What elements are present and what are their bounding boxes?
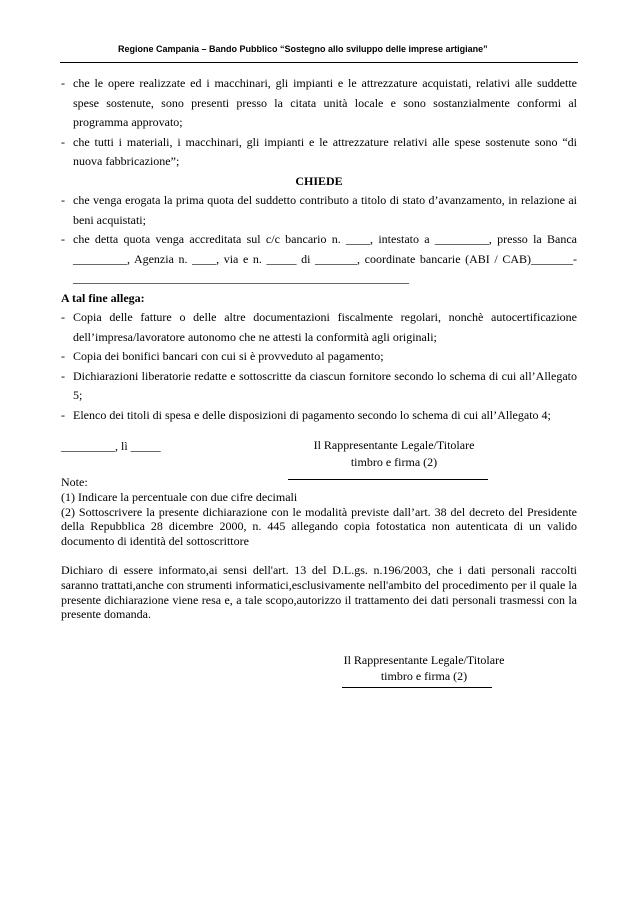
item-text: Copia delle fatture o delle altre documentazioni fiscalmente regolari, nonchè autocertificazione dell’impresa/lavoratore autonomo che ne attesti la conformità agli originali; <box>73 310 577 344</box>
signature-stamp-2: timbro e firma (2) <box>380 669 468 683</box>
header-title: Regione Campania – Bando Pubblico “Sostegno allo sviluppo delle imprese artigiane” <box>118 44 488 54</box>
privacy-declaration: Dichiaro di essere informato,ai sensi dell'art. 13 del D.L.gs. n.196/2003, che i dati personali raccolti saranno trattati,anche con strumenti informatici,esclusivamente nell'ambito del procedimento per il quale la presente dichiarazione viene resa e, a tale scopo,autorizzo il trattamento dei dati personali trasmessi con la presente domanda. <box>61 562 577 622</box>
document-body <box>61 74 577 509</box>
bullet-dash: - <box>61 134 65 149</box>
item-text: Dichiarazioni liberatorie redatte e sottoscritte da ciascun fornitore secondo lo schema di cui all’Allegato 5; <box>73 368 577 402</box>
signature-role: Il Rappresentante Legale/Titolare <box>313 438 475 452</box>
bullet-dash: - <box>61 193 65 207</box>
chiede-heading: CHIEDE <box>295 173 343 188</box>
notes-title: Note: <box>61 475 88 489</box>
list-item <box>61 308 577 347</box>
item-text: Copia dei bonifici bancari con cui si è provveduto al pagamento; <box>73 349 384 363</box>
signature-stamp: timbro e firma (2) <box>350 455 438 469</box>
place-date-field: _________, lì _____ <box>61 439 161 453</box>
bullet-dash: - <box>61 76 65 90</box>
item-text: che detta quota venga accreditata sul c/c bancario n. ____, intestato a _________, presso la Banca _________, Agenzia n. ____, via e n. _____ di _______, coordinate bancarie (ABI / CAB)_______-________________________________________________________ <box>73 232 577 285</box>
signature-caption <box>287 437 501 471</box>
bullet-dash: - <box>61 407 65 422</box>
item-text: Elenco dei titoli di spesa e delle disposizioni di pagamento secondo lo schema di cui all’Allegato 4; <box>73 407 551 422</box>
bullet-dash: - <box>61 368 65 383</box>
list-item <box>61 74 577 133</box>
list-item <box>61 367 577 406</box>
signature-role-2: Il Rappresentante Legale/Titolare <box>343 653 505 667</box>
header-rule <box>60 62 578 63</box>
bullet-dash: - <box>61 310 65 324</box>
list-item <box>61 406 577 426</box>
item-text: che venga erogata la prima quota del suddetto contributo a titolo di stato d’avanzamento, in relazione ai beni acquistati; <box>73 193 577 227</box>
allega-heading: A tal fine allega: <box>61 290 145 305</box>
list-item <box>61 347 577 367</box>
list-item <box>61 230 577 289</box>
item-text: che le opere realizzate ed i macchinari, gli impianti e le attrezzature acquistati, relativi alle suddette spese sostenute, sono presenti presso la citata unità locale e sono sostanzialmente conformi al programma approvato; <box>73 76 577 129</box>
list-item <box>61 191 577 230</box>
list-item <box>61 133 577 172</box>
notes-section <box>61 475 577 622</box>
note-1: (1) Indicare la percentuale con due cifre decimali <box>61 489 298 504</box>
signature-line-2 <box>342 687 492 688</box>
bullet-dash: - <box>61 232 65 246</box>
item-text: che tutti i materiali, i macchinari, gli impianti e le attrezzature relativi alle spese sostenute sono “di nuova fabbricazione”; <box>73 134 577 168</box>
note-2: (2) Sottoscrivere la presente dichiarazione con le modalità previste dall’art. 38 del decreto del Presidente della Repubblica 28 dicembre 2000, n. 445 allegando copia fotostatica non autenticata di un valido documento di identità del sottoscrittore <box>61 504 577 549</box>
signature-caption-2 <box>341 652 507 684</box>
bullet-dash: - <box>61 349 65 363</box>
